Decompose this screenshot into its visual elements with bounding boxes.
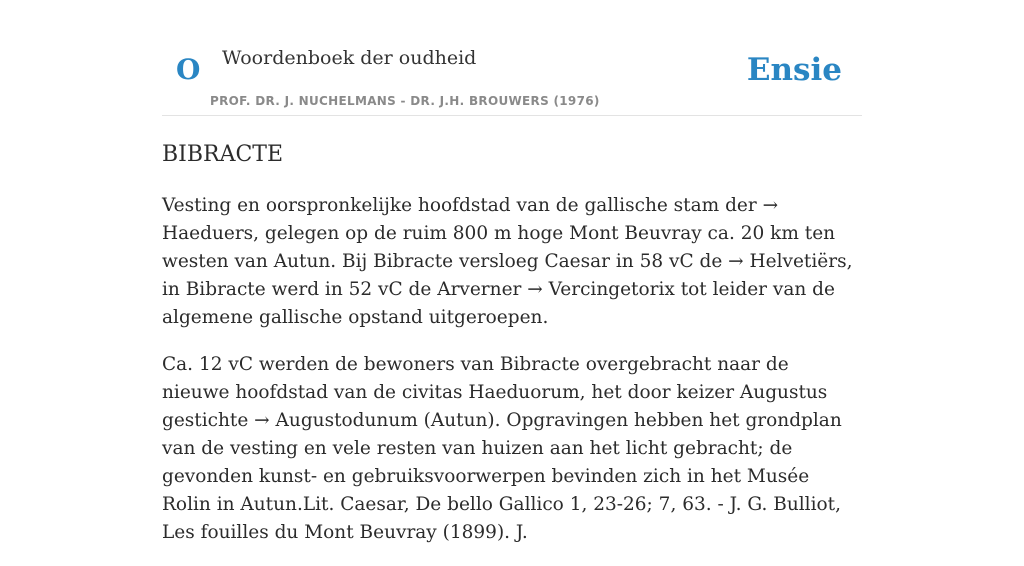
entry-content bbox=[162, 192, 862, 566]
book-title-link[interactable]: Woordenboek der oudheid bbox=[222, 47, 477, 69]
ensie-logo[interactable]: Ensie bbox=[746, 52, 842, 88]
index-letter[interactable]: O bbox=[176, 53, 201, 86]
page-header bbox=[162, 0, 862, 116]
entry-paragraph-2: Ca. 12 vC werden de bewoners van Bibracte overgebracht naar de nieuwe hoofdstad van de civitas Haeduorum, het door keizer Augustus gestichte → Augustodunum (Autun). Opgravingen hebben het grondplan van de vesting en vele resten van huizen aan het licht gebracht; de gevonden kunst- en gebruiksvoorwerpen bevinden zich in het Musée Rolin in Autun.Lit. Caesar, De bello Gallico 1, 23-26; 7, 63. - J. G. Bulliot, Les fouilles du Mont Beuvray (1899). J. bbox=[162, 354, 842, 543]
entry-paragraph-1: Vesting en oorspronkelijke hoofdstad van de gallische stam der → Haeduers, gelegen op de ruim 800 m hoge Mont Beuvray ca. 20 km ten westen van Autun. Bij Bibracte versloeg Caesar in 58 vC de → Helvetiërs, in Bibracte werd in 52 vC de Arverner → Vercingetorix tot leider van de algemene gallische opstand uitgeroepen. bbox=[162, 195, 853, 328]
book-authors: PROF. DR. J. NUCHELMANS - DR. J.H. BROUWERS (1976) bbox=[210, 94, 600, 108]
article-page bbox=[162, 0, 862, 543]
entry-title: BIBRACTE bbox=[162, 142, 284, 167]
